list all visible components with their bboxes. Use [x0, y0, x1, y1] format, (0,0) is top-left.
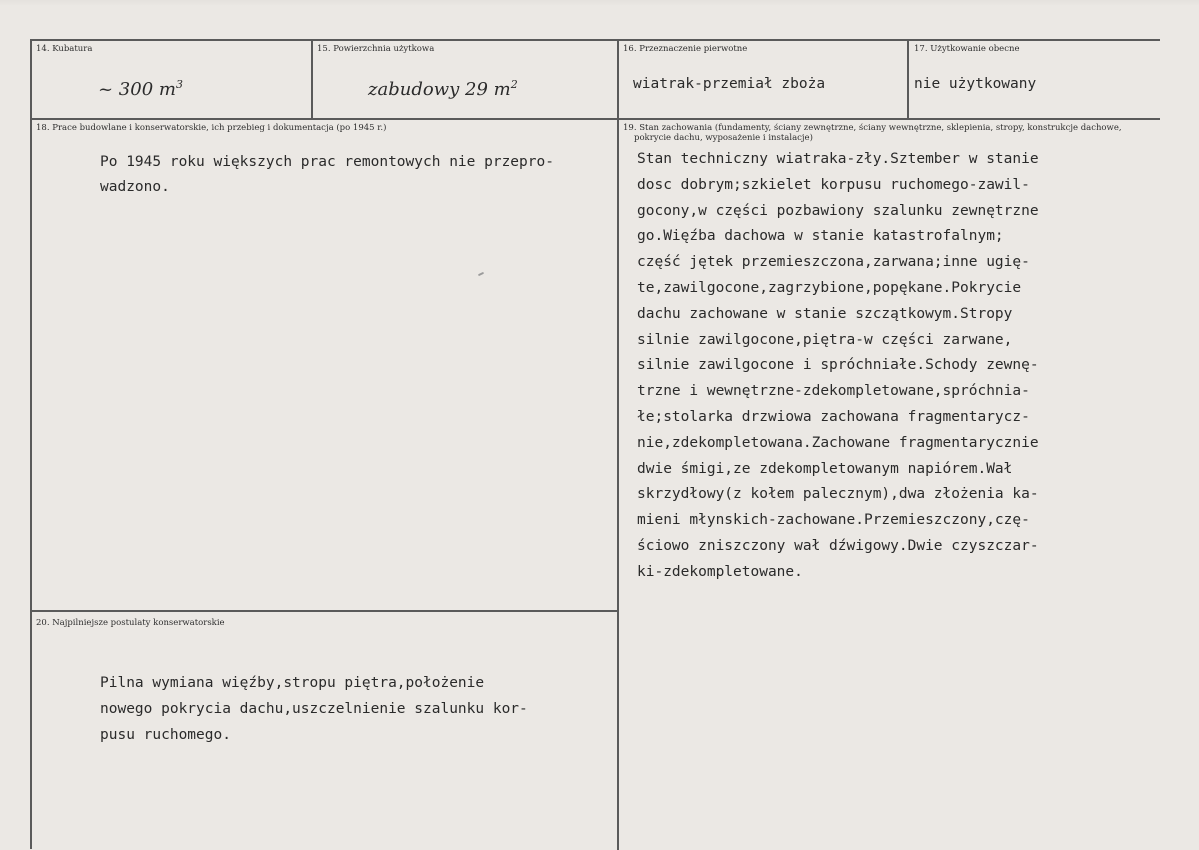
field-18-label: 18. Prace budowlane i konserwatorskie, ich przebieg i dokumentacja (po 1945 r.)	[36, 123, 387, 133]
field-14-value	[98, 78, 183, 100]
rule-box20-top	[30, 610, 618, 612]
field-19-text: Stan techniczny wiatraka-zły.Sztember w stanie dosc dobrym;szkielet korpusu ruchomego-zawil- gocony,w części pozbawiony szalunku zewnętrzne go.Więźba dachowa w stanie katastrofalnym; część jętek przemieszczona,zarwana;inne ugię- te,zawilgocone,zagrzybione,popękane.Pokrycie dachu zachowane w stanie szczątkowym.Stropy silnie zawilgocone,piętra-w części zarwane, silnie zawilgocone i spróchniałe.Schody zewnę- trzne i wewnętrzne-zdekompletowane,spróchnia- łe;stolarka drzwiowa zachowana fragmentarycz- nie,zdekompletowana.Zachowane fragmentarycznie dwie śmigi,ze zdekompletowanym napiórem.Wał skrzydłowy(z kołem palecznym),dwa złożenia ka- mieni młynskich-zachowane.Przemieszczony,czę- ściowo zniszczony wał dźwigowy.Dwie czyszczar- ki-zdekompletowane.	[637, 151, 1039, 580]
cubature-value: ~ 300 m	[98, 79, 176, 100]
field-20-label: 20. Najpilniejsze postulaty konserwatorskie	[36, 618, 225, 628]
field-19-label-line2: pokrycie dachu, wyposażenie i instalacje)	[634, 133, 813, 143]
rule-top	[30, 39, 1160, 41]
rule-left-edge	[30, 39, 32, 849]
field-18-text: Po 1945 roku większych prac remontowych nie przepro- wadzono.	[100, 154, 554, 195]
area-unit-exponent: 2	[510, 78, 518, 91]
field-16-value: wiatrak-przemiał zboża	[633, 76, 826, 92]
rule-row1-bottom	[30, 118, 1160, 120]
field-17-label: 17. Użytkowanie obecne	[914, 44, 1020, 54]
rule-v-main	[617, 39, 619, 850]
area-value: zabudowy 29 m	[368, 79, 511, 100]
field-14-label: 14. Kubatura	[36, 44, 93, 54]
field-15-label: 15. Powierzchnia użytkowa	[317, 44, 435, 54]
field-16-label: 16. Przeznaczenie pierwotne	[623, 44, 748, 54]
rule-v-15	[311, 39, 313, 119]
field-15-value	[368, 78, 518, 100]
field-20-text: Pilna wymiana więźby,stropu piętra,położenie nowego pokrycia dachu,uszczelnienie szalunku kor- pusu ruchomego.	[100, 675, 528, 743]
field-19-label-line1: 19. Stan zachowania (fundamenty, ściany zewnętrzne, ściany wewnętrzne, sklepienia, stropy, konstrukcje dachowe,	[623, 123, 1122, 133]
paper-mark	[478, 272, 484, 276]
rule-v-17	[907, 39, 909, 119]
field-17-value: nie użytkowany	[914, 76, 1037, 92]
cubature-unit-exponent: 3	[175, 78, 183, 91]
